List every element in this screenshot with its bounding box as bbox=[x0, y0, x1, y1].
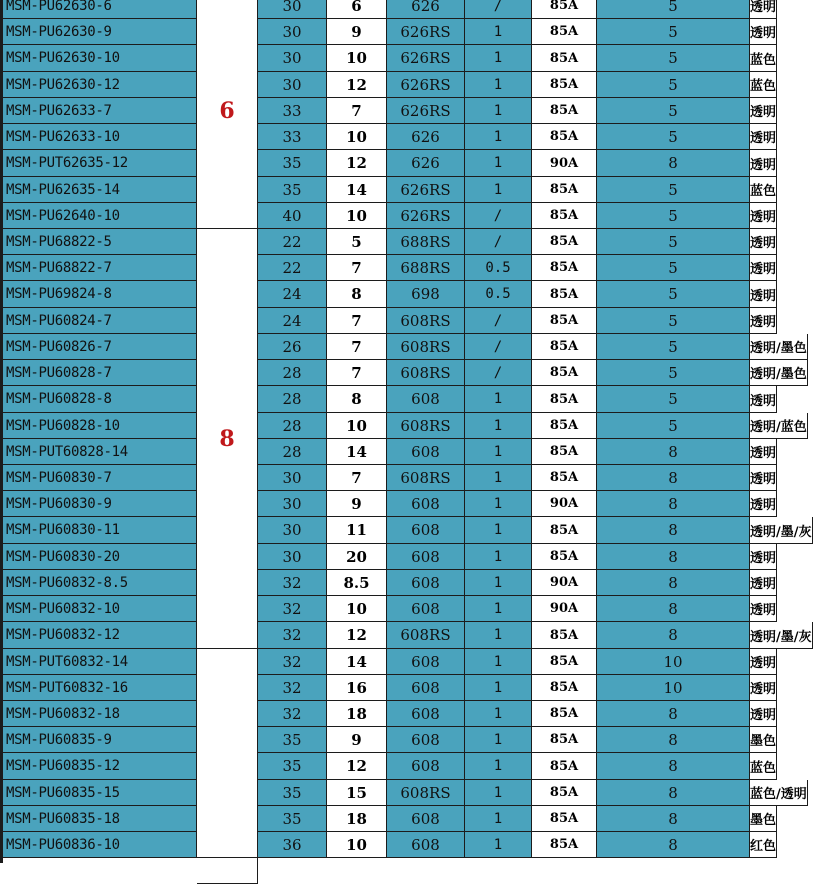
bore-cell: 11 bbox=[327, 517, 387, 544]
model-cell: MSM-PU60828-10 bbox=[3, 413, 197, 439]
color-cell: 透明 bbox=[750, 0, 777, 19]
color-cell: 透明 bbox=[750, 465, 777, 491]
bore-cell: 7 bbox=[327, 98, 387, 124]
offset-cell: 0.5 bbox=[465, 255, 532, 281]
bearing-cell: 608 bbox=[387, 649, 465, 675]
width-cell: 5 bbox=[597, 360, 750, 386]
width-cell: 5 bbox=[597, 281, 750, 308]
width-cell: 5 bbox=[597, 124, 750, 150]
outer-diameter-cell: 30 bbox=[258, 45, 327, 72]
offset-cell: 1 bbox=[465, 177, 532, 203]
color-cell: 蓝色/透明 bbox=[750, 780, 808, 806]
outer-diameter-cell: 26 bbox=[258, 334, 327, 360]
width-cell: 10 bbox=[597, 649, 750, 675]
model-cell: MSM-PUT62635-12 bbox=[3, 150, 197, 177]
color-cell: 透明 bbox=[750, 98, 777, 124]
outer-diameter-cell: 35 bbox=[258, 177, 327, 203]
outer-diameter-cell: 24 bbox=[258, 281, 327, 308]
width-cell: 5 bbox=[597, 177, 750, 203]
width-cell: 5 bbox=[597, 386, 750, 413]
bearing-cell: 608 bbox=[387, 806, 465, 832]
offset-cell: 1 bbox=[465, 150, 532, 177]
hardness-cell: 85A bbox=[532, 649, 597, 675]
bore-cell: 8 bbox=[327, 281, 387, 308]
hardness-cell: 85A bbox=[532, 439, 597, 465]
outer-diameter-cell: 30 bbox=[258, 0, 327, 19]
model-cell: MSM-PU68822-5 bbox=[3, 229, 197, 255]
hardness-cell: 85A bbox=[532, 622, 597, 649]
offset-cell: 1 bbox=[465, 45, 532, 72]
model-cell: MSM-PUT60832-16 bbox=[3, 675, 197, 701]
offset-cell: 1 bbox=[465, 413, 532, 439]
hardness-cell: 85A bbox=[532, 753, 597, 780]
hardness-cell: 85A bbox=[532, 98, 597, 124]
color-cell: 透明 bbox=[750, 203, 777, 229]
color-cell: 蓝色 bbox=[750, 753, 777, 780]
offset-cell: 0.5 bbox=[465, 281, 532, 308]
offset-cell: 1 bbox=[465, 465, 532, 491]
outer-diameter-cell: 30 bbox=[258, 517, 327, 544]
group-cell bbox=[197, 649, 258, 858]
offset-cell: 1 bbox=[465, 622, 532, 649]
color-cell: 透明 bbox=[750, 491, 777, 517]
width-cell: 8 bbox=[597, 780, 750, 806]
group-cell bbox=[197, 858, 258, 884]
hardness-cell: 85A bbox=[532, 308, 597, 334]
outer-diameter-cell: 32 bbox=[258, 649, 327, 675]
group-cell bbox=[197, 0, 258, 229]
color-cell: 透明/墨/灰 bbox=[750, 622, 813, 649]
hardness-cell: 85A bbox=[532, 806, 597, 832]
color-cell: 透明 bbox=[750, 649, 777, 675]
width-cell: 8 bbox=[597, 701, 750, 727]
bearing-cell: 626RS bbox=[387, 72, 465, 98]
outer-diameter-cell: 28 bbox=[258, 413, 327, 439]
outer-diameter-cell: 36 bbox=[258, 832, 327, 858]
width-cell: 10 bbox=[597, 675, 750, 701]
bore-cell: 10 bbox=[327, 124, 387, 150]
bore-cell: 8.5 bbox=[327, 570, 387, 596]
color-cell: 透明/墨色 bbox=[750, 360, 808, 386]
model-cell: MSM-PU62633-10 bbox=[3, 124, 197, 150]
hardness-cell: 90A bbox=[532, 150, 597, 177]
offset-cell: 1 bbox=[465, 753, 532, 780]
outer-diameter-cell: 35 bbox=[258, 150, 327, 177]
width-cell: 8 bbox=[597, 596, 750, 622]
model-cell: MSM-PU62635-14 bbox=[3, 177, 197, 203]
outer-diameter-cell: 35 bbox=[258, 753, 327, 780]
bore-cell: 10 bbox=[327, 45, 387, 72]
offset-cell: 1 bbox=[465, 19, 532, 45]
bore-cell: 12 bbox=[327, 150, 387, 177]
outer-diameter-cell: 32 bbox=[258, 570, 327, 596]
hardness-cell: 85A bbox=[532, 72, 597, 98]
bearing-cell: 608RS bbox=[387, 360, 465, 386]
bore-cell: 12 bbox=[327, 622, 387, 649]
model-cell: MSM-PU60835-9 bbox=[3, 727, 197, 753]
hardness-cell: 85A bbox=[532, 780, 597, 806]
offset-cell: / bbox=[465, 203, 532, 229]
model-cell: MSM-PU60832-10 bbox=[3, 596, 197, 622]
width-cell: 8 bbox=[597, 570, 750, 596]
outer-diameter-cell: 28 bbox=[258, 386, 327, 413]
color-cell: 墨色 bbox=[750, 806, 777, 832]
bearing-cell: 608 bbox=[387, 596, 465, 622]
color-cell: 透明 bbox=[750, 544, 777, 570]
width-cell: 8 bbox=[597, 491, 750, 517]
bearing-cell: 608 bbox=[387, 727, 465, 753]
bore-cell: 7 bbox=[327, 465, 387, 491]
offset-cell: / bbox=[465, 229, 532, 255]
width-cell: 5 bbox=[597, 413, 750, 439]
outer-diameter-cell: 22 bbox=[258, 229, 327, 255]
bore-cell: 18 bbox=[327, 701, 387, 727]
color-cell: 透明 bbox=[750, 124, 777, 150]
offset-cell: 1 bbox=[465, 832, 532, 858]
bearing-cell: 626RS bbox=[387, 177, 465, 203]
outer-diameter-cell: 28 bbox=[258, 360, 327, 386]
hardness-cell: 90A bbox=[532, 596, 597, 622]
bearing-cell: 608RS bbox=[387, 780, 465, 806]
offset-cell: 1 bbox=[465, 517, 532, 544]
color-cell: 红色 bbox=[750, 832, 777, 858]
bearing-cell: 608RS bbox=[387, 413, 465, 439]
offset-cell: 1 bbox=[465, 98, 532, 124]
bore-cell: 7 bbox=[327, 308, 387, 334]
bearing-cell: 626RS bbox=[387, 203, 465, 229]
width-cell: 5 bbox=[597, 98, 750, 124]
bore-cell: 20 bbox=[327, 544, 387, 570]
group-cell bbox=[197, 229, 258, 649]
table-left-border bbox=[0, 0, 3, 863]
outer-diameter-cell: 33 bbox=[258, 98, 327, 124]
bore-cell: 7 bbox=[327, 360, 387, 386]
color-cell: 墨色 bbox=[750, 727, 777, 753]
model-cell: MSM-PU69824-8 bbox=[3, 281, 197, 308]
bore-cell: 18 bbox=[327, 806, 387, 832]
width-cell: 5 bbox=[597, 45, 750, 72]
model-cell: MSM-PU62633-7 bbox=[3, 98, 197, 124]
width-cell: 5 bbox=[597, 19, 750, 45]
outer-diameter-cell: 32 bbox=[258, 701, 327, 727]
offset-cell: 1 bbox=[465, 701, 532, 727]
model-cell: MSM-PU60835-12 bbox=[3, 753, 197, 780]
model-cell: MSM-PU62630-12 bbox=[3, 72, 197, 98]
offset-cell: 1 bbox=[465, 649, 532, 675]
model-cell: MSM-PU60832-8.5 bbox=[3, 570, 197, 596]
bearing-cell: 626 bbox=[387, 0, 465, 19]
hardness-cell: 85A bbox=[532, 517, 597, 544]
hardness-cell: 85A bbox=[532, 413, 597, 439]
model-cell: MSM-PU60832-12 bbox=[3, 622, 197, 649]
color-cell: 透明 bbox=[750, 150, 777, 177]
outer-diameter-cell: 30 bbox=[258, 19, 327, 45]
outer-diameter-cell: 30 bbox=[258, 465, 327, 491]
color-cell: 透明 bbox=[750, 386, 777, 413]
bearing-cell: 608 bbox=[387, 544, 465, 570]
hardness-cell: 90A bbox=[532, 491, 597, 517]
offset-cell: 1 bbox=[465, 780, 532, 806]
hardness-cell: 85A bbox=[532, 544, 597, 570]
model-cell: MSM-PU60835-15 bbox=[3, 780, 197, 806]
outer-diameter-cell: 30 bbox=[258, 544, 327, 570]
bore-cell: 15 bbox=[327, 780, 387, 806]
outer-diameter-cell: 33 bbox=[258, 124, 327, 150]
offset-cell: 1 bbox=[465, 439, 532, 465]
width-cell: 8 bbox=[597, 622, 750, 649]
bore-cell: 10 bbox=[327, 832, 387, 858]
hardness-cell: 85A bbox=[532, 701, 597, 727]
bearing-cell: 608 bbox=[387, 386, 465, 413]
color-cell: 透明 bbox=[750, 570, 777, 596]
bearing-cell: 608RS bbox=[387, 334, 465, 360]
hardness-cell: 85A bbox=[532, 360, 597, 386]
color-cell: 透明/墨/灰 bbox=[750, 517, 813, 544]
bearing-cell: 608 bbox=[387, 753, 465, 780]
bearing-cell: 626RS bbox=[387, 98, 465, 124]
width-cell: 8 bbox=[597, 150, 750, 177]
width-cell: 8 bbox=[597, 806, 750, 832]
outer-diameter-cell: 30 bbox=[258, 491, 327, 517]
bore-cell: 16 bbox=[327, 675, 387, 701]
bore-cell: 10 bbox=[327, 596, 387, 622]
bearing-cell: 698 bbox=[387, 281, 465, 308]
outer-diameter-cell: 35 bbox=[258, 806, 327, 832]
color-cell: 透明 bbox=[750, 19, 777, 45]
offset-cell: / bbox=[465, 360, 532, 386]
width-cell: 8 bbox=[597, 465, 750, 491]
hardness-cell: 85A bbox=[532, 727, 597, 753]
bore-cell: 14 bbox=[327, 177, 387, 203]
bore-cell: 9 bbox=[327, 491, 387, 517]
model-cell: MSM-PU62630-10 bbox=[3, 45, 197, 72]
color-cell: 透明 bbox=[750, 281, 777, 308]
bearing-cell: 608 bbox=[387, 570, 465, 596]
width-cell: 8 bbox=[597, 832, 750, 858]
hardness-cell: 85A bbox=[532, 0, 597, 19]
color-cell: 透明 bbox=[750, 596, 777, 622]
model-cell: MSM-PU60832-18 bbox=[3, 701, 197, 727]
model-cell: MSM-PU60826-7 bbox=[3, 334, 197, 360]
bearing-cell: 688RS bbox=[387, 255, 465, 281]
model-cell: MSM-PU60830-20 bbox=[3, 544, 197, 570]
offset-cell: 1 bbox=[465, 570, 532, 596]
offset-cell: / bbox=[465, 334, 532, 360]
outer-diameter-cell: 40 bbox=[258, 203, 327, 229]
width-cell: 8 bbox=[597, 753, 750, 780]
color-cell: 透明 bbox=[750, 308, 777, 334]
model-cell: MSM-PU60830-9 bbox=[3, 491, 197, 517]
bearing-cell: 608 bbox=[387, 517, 465, 544]
offset-cell: 1 bbox=[465, 806, 532, 832]
outer-diameter-cell: 24 bbox=[258, 308, 327, 334]
bearing-cell: 626RS bbox=[387, 45, 465, 72]
hardness-cell: 85A bbox=[532, 832, 597, 858]
hardness-cell: 85A bbox=[532, 334, 597, 360]
color-cell: 透明/墨色 bbox=[750, 334, 808, 360]
model-cell: MSM-PU68822-7 bbox=[3, 255, 197, 281]
offset-cell: 1 bbox=[465, 386, 532, 413]
group-label: 8 bbox=[219, 426, 235, 452]
offset-cell: 1 bbox=[465, 596, 532, 622]
hardness-cell: 85A bbox=[532, 45, 597, 72]
bearing-cell: 608 bbox=[387, 832, 465, 858]
color-cell: 透明 bbox=[750, 229, 777, 255]
width-cell: 5 bbox=[597, 308, 750, 334]
width-cell: 5 bbox=[597, 72, 750, 98]
bore-cell: 10 bbox=[327, 413, 387, 439]
bore-cell: 6 bbox=[327, 0, 387, 19]
color-cell: 透明 bbox=[750, 439, 777, 465]
offset-cell: 1 bbox=[465, 675, 532, 701]
bore-cell: 14 bbox=[327, 649, 387, 675]
hardness-cell: 85A bbox=[532, 124, 597, 150]
hardness-cell: 85A bbox=[532, 386, 597, 413]
width-cell: 5 bbox=[597, 0, 750, 19]
bearing-cell: 626RS bbox=[387, 19, 465, 45]
bearing-cell: 626 bbox=[387, 150, 465, 177]
bore-cell: 14 bbox=[327, 439, 387, 465]
outer-diameter-cell: 32 bbox=[258, 622, 327, 649]
hardness-cell: 85A bbox=[532, 203, 597, 229]
bore-cell: 12 bbox=[327, 72, 387, 98]
bore-cell: 10 bbox=[327, 203, 387, 229]
model-cell: MSM-PU60830-7 bbox=[3, 465, 197, 491]
width-cell: 5 bbox=[597, 229, 750, 255]
outer-diameter-cell: 35 bbox=[258, 727, 327, 753]
bearing-cell: 688RS bbox=[387, 229, 465, 255]
hardness-cell: 85A bbox=[532, 465, 597, 491]
model-cell: MSM-PU62630-6 bbox=[3, 0, 197, 19]
group-label: 6 bbox=[219, 98, 235, 124]
bore-cell: 9 bbox=[327, 19, 387, 45]
color-cell: 蓝色 bbox=[750, 177, 777, 203]
bore-cell: 5 bbox=[327, 229, 387, 255]
color-cell: 透明/蓝色 bbox=[750, 413, 808, 439]
bearing-cell: 608RS bbox=[387, 308, 465, 334]
offset-cell: / bbox=[465, 308, 532, 334]
bore-cell: 7 bbox=[327, 334, 387, 360]
hardness-cell: 85A bbox=[532, 19, 597, 45]
color-cell: 透明 bbox=[750, 701, 777, 727]
width-cell: 5 bbox=[597, 203, 750, 229]
bearing-cell: 608 bbox=[387, 701, 465, 727]
model-cell: MSM-PUT60828-14 bbox=[3, 439, 197, 465]
bearing-cell: 608 bbox=[387, 439, 465, 465]
width-cell: 8 bbox=[597, 439, 750, 465]
outer-diameter-cell: 28 bbox=[258, 439, 327, 465]
color-cell: 透明 bbox=[750, 675, 777, 701]
model-cell: MSM-PU60824-7 bbox=[3, 308, 197, 334]
hardness-cell: 85A bbox=[532, 281, 597, 308]
bearing-cell: 608RS bbox=[387, 465, 465, 491]
offset-cell: 1 bbox=[465, 72, 532, 98]
model-cell: MSM-PU62630-9 bbox=[3, 19, 197, 45]
model-cell: MSM-PU60830-11 bbox=[3, 517, 197, 544]
model-cell: MSM-PU60828-7 bbox=[3, 360, 197, 386]
model-cell: MSM-PU62640-10 bbox=[3, 203, 197, 229]
outer-diameter-cell: 32 bbox=[258, 675, 327, 701]
offset-cell: 1 bbox=[465, 544, 532, 570]
hardness-cell: 85A bbox=[532, 177, 597, 203]
bearing-cell: 608RS bbox=[387, 622, 465, 649]
model-cell: MSM-PU60828-8 bbox=[3, 386, 197, 413]
hardness-cell: 90A bbox=[532, 570, 597, 596]
outer-diameter-cell: 35 bbox=[258, 780, 327, 806]
bearing-cell: 626 bbox=[387, 124, 465, 150]
offset-cell: / bbox=[465, 0, 532, 19]
width-cell: 5 bbox=[597, 334, 750, 360]
bearing-cell: 608 bbox=[387, 491, 465, 517]
model-cell: MSM-PUT60832-14 bbox=[3, 649, 197, 675]
width-cell: 5 bbox=[597, 255, 750, 281]
width-cell: 8 bbox=[597, 544, 750, 570]
color-cell: 透明 bbox=[750, 255, 777, 281]
outer-diameter-cell: 32 bbox=[258, 596, 327, 622]
width-cell: 8 bbox=[597, 727, 750, 753]
width-cell: 8 bbox=[597, 517, 750, 544]
bore-cell: 8 bbox=[327, 386, 387, 413]
bearing-cell: 608 bbox=[387, 675, 465, 701]
outer-diameter-cell: 30 bbox=[258, 72, 327, 98]
color-cell: 蓝色 bbox=[750, 72, 777, 98]
bore-cell: 12 bbox=[327, 753, 387, 780]
color-cell: 蓝色 bbox=[750, 45, 777, 72]
model-cell: MSM-PU60835-18 bbox=[3, 806, 197, 832]
hardness-cell: 85A bbox=[532, 229, 597, 255]
offset-cell: 1 bbox=[465, 124, 532, 150]
bore-cell: 7 bbox=[327, 255, 387, 281]
outer-diameter-cell: 22 bbox=[258, 255, 327, 281]
bore-cell: 9 bbox=[327, 727, 387, 753]
model-cell: MSM-PU60836-10 bbox=[3, 832, 197, 858]
offset-cell: 1 bbox=[465, 727, 532, 753]
hardness-cell: 85A bbox=[532, 675, 597, 701]
hardness-cell: 85A bbox=[532, 255, 597, 281]
offset-cell: 1 bbox=[465, 491, 532, 517]
